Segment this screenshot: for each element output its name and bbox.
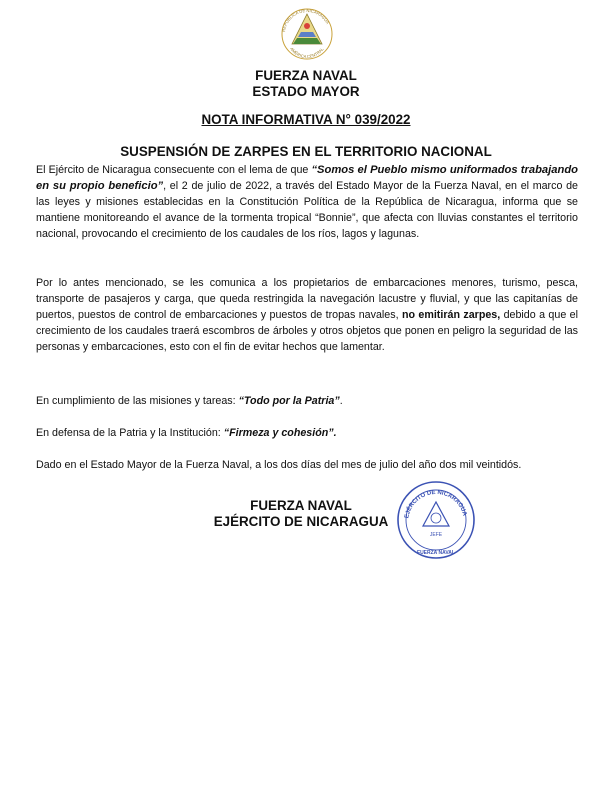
stamp-unit: FUERZA NAVAL — [417, 550, 455, 556]
signature-line1: FUERZA NAVAL — [250, 498, 352, 513]
paragraph-3-intro: En cumplimiento de las misiones y tareas: — [36, 395, 239, 407]
paragraph-5-text: Dado en el Estado Mayor de la Fuerza Naval, a los dos días del mes de julio del año dos mil veintidós. — [36, 459, 522, 471]
paragraph-5 — [36, 457, 578, 473]
paragraph-2-rest: debido a que el crecimiento de los caudales traerá escombros de árboles y otros objetos que ponen en peligro la seguridad de las personas y embarcaciones, esto con el fin de evitar hechos que lamentar. — [36, 309, 578, 353]
paragraph-1-rest: , el 2 de julio de 2022, a través del Estado Mayor de la Fuerza Naval, en el marco de las leyes y misiones establecidas en la Constitución Política de la República de Nicaragua, informa que se mantiene monitoreando el avance de la tormenta tropical “Bonnie”, que afecta con lluvias constantes el territorio nacional, provocando el crecimiento de los caudales de los ríos, lagos y lagunas. — [36, 180, 578, 240]
svg-text:EJÉRCITO DE NICARAGUA — [404, 490, 467, 519]
paragraph-3 — [36, 393, 578, 409]
army-lemma: “Somos el Pueblo mismo uniformados trabajando en su propio beneficio” — [36, 164, 578, 192]
stamp-ring-text: EJÉRCITO DE NICARAGUA — [404, 489, 468, 519]
nicaragua-coat-of-arms-icon — [275, 4, 339, 60]
svg-text:AMÉRICA CENTRAL — [289, 46, 325, 59]
paragraph-2 — [36, 275, 578, 355]
org-name-line2: ESTADO MAYOR — [252, 84, 360, 99]
signature-line2: EJÉRCITO DE NICARAGUA — [213, 514, 389, 529]
seal-text-top: REPÚBLICA DE NICARAGUA — [281, 7, 331, 33]
paragraph-2-intro: Por lo antes mencionado, se les comunica a los propietarios de embarcaciones menores, turismo, pesca, transporte de pasajeros y carga, que queda restringida la navegación lacustre y fluvial, y que las capitanías de puertos, puestos de control de embarcaciones y puestos de tropas navales, — [36, 277, 578, 321]
official-stamp-icon — [394, 478, 478, 562]
paragraph-1-intro: El Ejército de Nicaragua consecuente con el lema de que — [36, 164, 312, 176]
paragraph-3-end: . — [339, 395, 343, 407]
nota-title: NOTA INFORMATIVA N° 039/2022 — [201, 112, 411, 127]
stamp-role: JEFE — [429, 532, 443, 538]
paragraph-4 — [36, 425, 578, 441]
org-name-line1: FUERZA NAVAL — [255, 68, 357, 83]
seal-text-bottom: AMÉRICA CENTRAL — [289, 46, 325, 60]
motto-todo-por-la-patria: “Todo por la Patria” — [238, 395, 340, 407]
paragraph-1 — [36, 162, 578, 242]
paragraph-4-intro: En defensa de la Patria y la Institución: — [36, 427, 224, 439]
motto-firmeza-y-cohesion: “Firmeza y cohesión”. — [223, 427, 337, 439]
paragraph-2-emphasis: no emitirán zarpes, — [401, 309, 501, 321]
subject-heading: SUSPENSIÓN DE ZARPES EN EL TERRITORIO NACIONAL — [120, 144, 492, 159]
